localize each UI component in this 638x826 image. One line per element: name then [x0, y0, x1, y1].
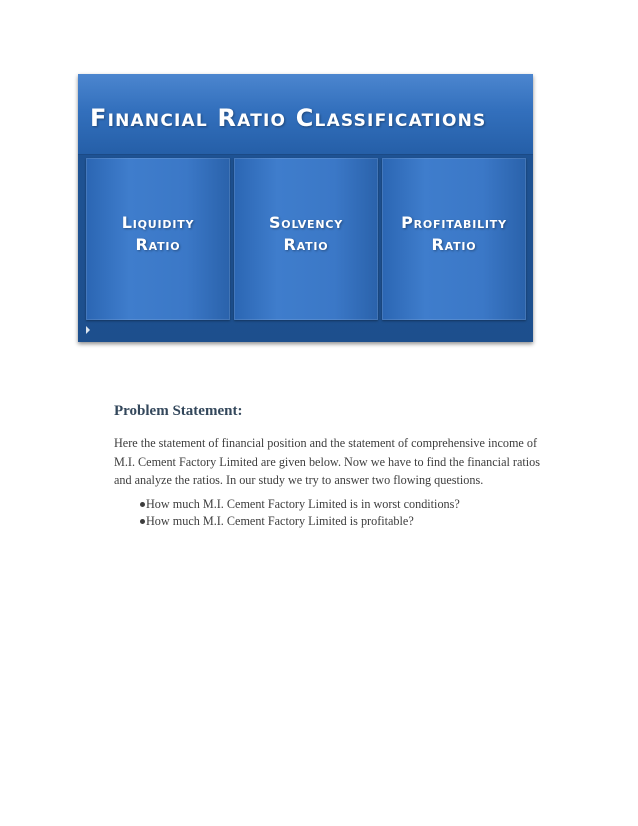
- liquidity-ratio-label: [86, 212, 230, 256]
- box-label-line: Liquidity: [121, 213, 195, 232]
- liquidity-ratio-box: [86, 158, 230, 320]
- list-item: [114, 513, 554, 530]
- box-label-line: Solvency: [268, 213, 344, 232]
- box-label-line: Profitability: [401, 213, 507, 232]
- solvency-ratio-label: [234, 212, 378, 256]
- profitability-ratio-box: [382, 158, 526, 320]
- box-label-line: Ratio: [431, 235, 477, 254]
- bullet-icon: [140, 502, 145, 507]
- diagram-header: [78, 74, 533, 155]
- ratio-classification-diagram: [78, 74, 533, 342]
- diagram-arrow-icon: [86, 326, 90, 334]
- box-label-line: Ratio: [283, 235, 329, 254]
- problem-statement-paragraph: Here the statement of financial position and the statement of comprehensive income of M.I. Cement Factory Limited are given below. Now we have to find the financial ratios and analyze the ratios. In our study we try to answer two flowing questions.: [114, 436, 540, 487]
- question-text: How much M.I. Cement Factory Limited is in worst conditions?: [146, 497, 460, 511]
- problem-statement-heading: Problem Statement:: [114, 403, 243, 419]
- bullet-icon: [140, 519, 145, 524]
- solvency-ratio-box: [234, 158, 378, 320]
- diagram-title: Financial Ratio Classifications: [90, 104, 487, 132]
- question-text: How much M.I. Cement Factory Limited is profitable?: [146, 514, 414, 528]
- questions-list: [114, 496, 554, 530]
- profitability-ratio-label: [382, 212, 526, 256]
- box-label-line: Ratio: [135, 235, 181, 254]
- list-item: [114, 496, 554, 513]
